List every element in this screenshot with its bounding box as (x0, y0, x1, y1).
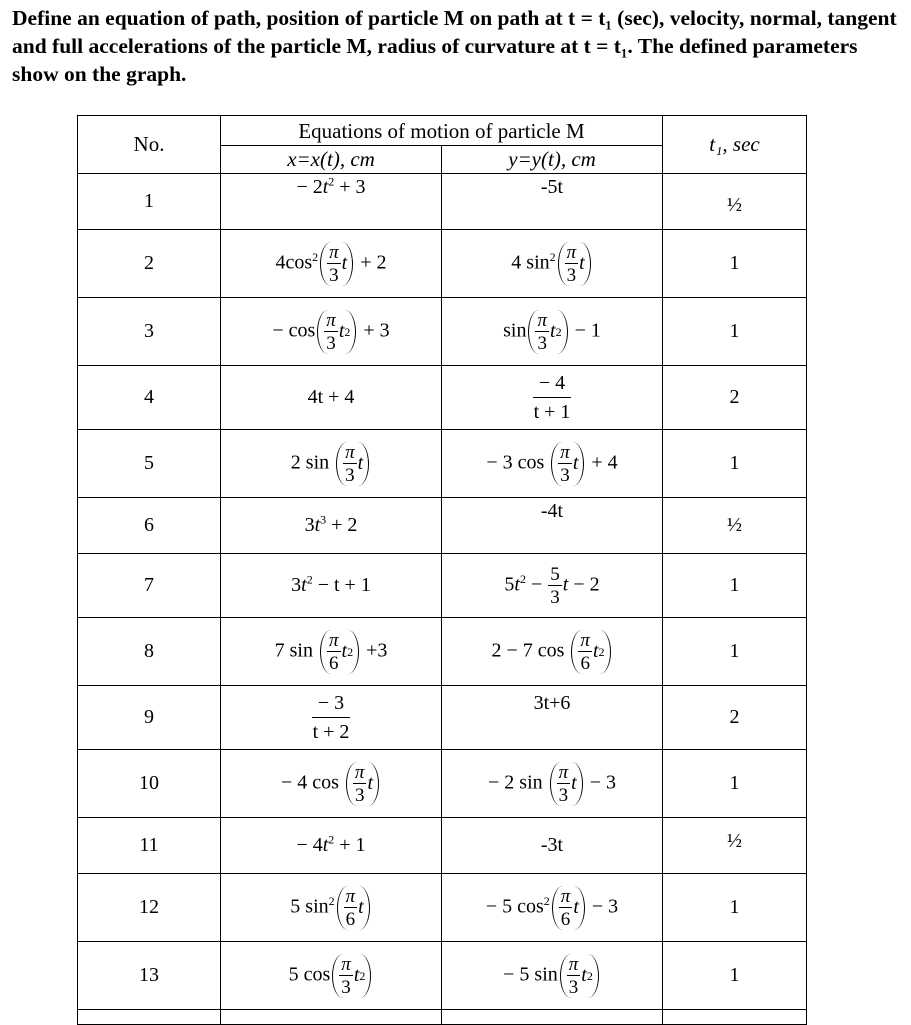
table-row-partial (78, 1010, 807, 1025)
t1-value: ½ (663, 498, 807, 554)
y-equation: − 5 sin $\frac{\pi}{3}$ t 2 (442, 942, 663, 1010)
y-equation: − 5 $\cos^2$ $\frac{\pi}{6}$ t − 3 (442, 874, 663, 942)
table-row (78, 430, 807, 498)
y-equation: − 3 cos $\frac{\pi}{3}$ t + 4 (442, 430, 663, 498)
row-number: 13 (78, 942, 221, 1010)
row-number: 4 (78, 366, 221, 430)
y-equation: 4 $\sin^2$ $\frac{\pi}{3}$ t (442, 230, 663, 298)
y-equation: -5t (442, 174, 663, 230)
x-equation: 7 sin $\frac{\pi}{6}$ t 2 +3 (221, 618, 442, 686)
table-row (78, 230, 807, 298)
t1-value: 1 (663, 230, 807, 298)
x-equation: 2 sin $\frac{\pi}{3}$ t (221, 430, 442, 498)
table-row (78, 942, 807, 1010)
header-no: No. (78, 116, 221, 174)
row-number: 8 (78, 618, 221, 686)
x-equation: − 4 cos $\frac{\pi}{3}$ t (221, 750, 442, 818)
header-equations: Equations of motion of particle M (221, 116, 663, 146)
problem-statement: Define an equation of path, position of particle M on path at t = t₁ (sec), velocity, normal, tangent and full accelerations of the particle M, radius of curvature at t = t₁. The defined parameters show on the graph. (12, 6, 897, 86)
row-number: 10 (78, 750, 221, 818)
t1-value: 1 (663, 942, 807, 1010)
row-number: 9 (78, 686, 221, 750)
x-equation: − $2t^2 + 3$ (221, 174, 442, 230)
y-equation: sin $\frac{\pi}{3}$ t 2 − 1 (442, 298, 663, 366)
header-row (78, 116, 807, 146)
y-equation: -4t (442, 498, 663, 554)
t1-value: ½ (663, 174, 807, 230)
y-equation: $\frac{- 4}{t + 1}$ (442, 366, 663, 430)
row-number: 12 (78, 874, 221, 942)
x-equation: $4\cos^2$ $\frac{\pi}{3}$ t + 2 (221, 230, 442, 298)
t1-value: 1 (663, 618, 807, 686)
t1-value: 1 (663, 750, 807, 818)
row-number: 2 (78, 230, 221, 298)
table-row (78, 298, 807, 366)
t1-value: 2 (663, 686, 807, 750)
row-number: 3 (78, 298, 221, 366)
x-equation: − cos $\frac{\pi}{3}$ t 2 + 3 (221, 298, 442, 366)
row-number: 7 (78, 554, 221, 618)
table-row (78, 498, 807, 554)
t1-value: 1 (663, 430, 807, 498)
t1-value: 2 (663, 366, 807, 430)
header-t1: t₁, sec (663, 116, 807, 174)
table-row (78, 874, 807, 942)
y-equation: 2 − 7 cos $\frac{\pi}{6}$ t 2 (442, 618, 663, 686)
y-equation: $5t^2$ − $\frac{5}{3}$ t − 2 (442, 554, 663, 618)
table-row (78, 818, 807, 874)
y-equation: -3t (442, 818, 663, 874)
t1-value: ½ (663, 818, 807, 874)
row-number: 5 (78, 430, 221, 498)
row-number: 6 (78, 498, 221, 554)
x-equation: $3t^2 - t + 1$ (221, 554, 442, 618)
table-row (78, 618, 807, 686)
row-number: 1 (78, 174, 221, 230)
y-equation: 3t+6 (442, 686, 663, 750)
x-equation: 5 $\sin^2$ $\frac{\pi}{6}$ t (221, 874, 442, 942)
t1-value: 1 (663, 874, 807, 942)
header-x: x=x(t), cm (221, 146, 442, 174)
table-row (78, 554, 807, 618)
table-row (78, 366, 807, 430)
table-row (78, 750, 807, 818)
table-row (78, 174, 807, 230)
row-number: 11 (78, 818, 221, 874)
x-equation: 4t + 4 (221, 366, 442, 430)
t1-value: 1 (663, 298, 807, 366)
x-equation: $\frac{- 3}{t + 2}$ (221, 686, 442, 750)
header-y: y=y(t), cm (442, 146, 663, 174)
motion-equations-table (77, 115, 807, 1025)
x-equation: 5 cos $\frac{\pi}{3}$ t 2 (221, 942, 442, 1010)
x-equation: − $4t^2 + 1$ (221, 818, 442, 874)
y-equation: − 2 sin $\frac{\pi}{3}$ t − 3 (442, 750, 663, 818)
x-equation: $3t^3 + 2$ (221, 498, 442, 554)
table-row (78, 686, 807, 750)
t1-value: 1 (663, 554, 807, 618)
